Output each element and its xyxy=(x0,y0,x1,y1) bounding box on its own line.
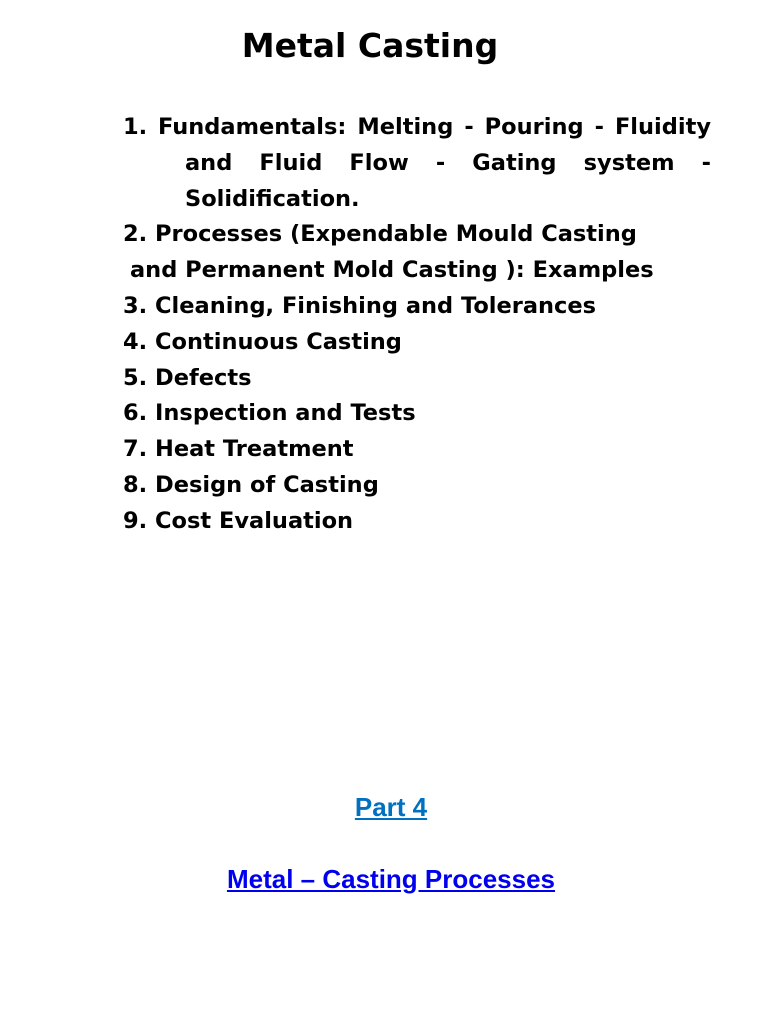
topic-item-1-line1: Fundamentals: Melting - Pouring - Fluidity xyxy=(158,114,711,140)
topic-item-7: 7. Heat Treatment xyxy=(123,436,354,463)
page-title: Metal Casting xyxy=(241,26,499,65)
topic-item-2-line1: 2. Processes (Expendable Mould Casting xyxy=(123,221,637,248)
topic-item-6: 6. Inspection and Tests xyxy=(123,400,416,427)
topic-item-1 xyxy=(123,110,711,146)
topic-item-3: 3. Cleaning, Finishing and Tolerances xyxy=(123,292,597,319)
topic-item-1-text xyxy=(158,110,711,146)
topic-item-1-line2: and Fluid Flow - Gating system - xyxy=(185,149,711,176)
topic-item-8: 8. Design of Casting xyxy=(123,471,379,498)
topic-list xyxy=(123,110,711,540)
part-4-link[interactable]: Part 4 xyxy=(354,792,428,822)
topic-item-9: 9. Cost Evaluation xyxy=(123,507,354,534)
topic-item-2-line2: and Permanent Mold Casting ): Examples xyxy=(130,257,654,284)
topic-item-1-line3: Solidification. xyxy=(185,185,360,212)
topic-item-5: 5. Defects xyxy=(123,364,252,391)
casting-processes-link[interactable]: Metal – Casting Processes xyxy=(226,864,556,894)
topic-item-1-number: 1. xyxy=(123,114,148,140)
topic-item-4: 4. Continuous Casting xyxy=(123,328,402,355)
